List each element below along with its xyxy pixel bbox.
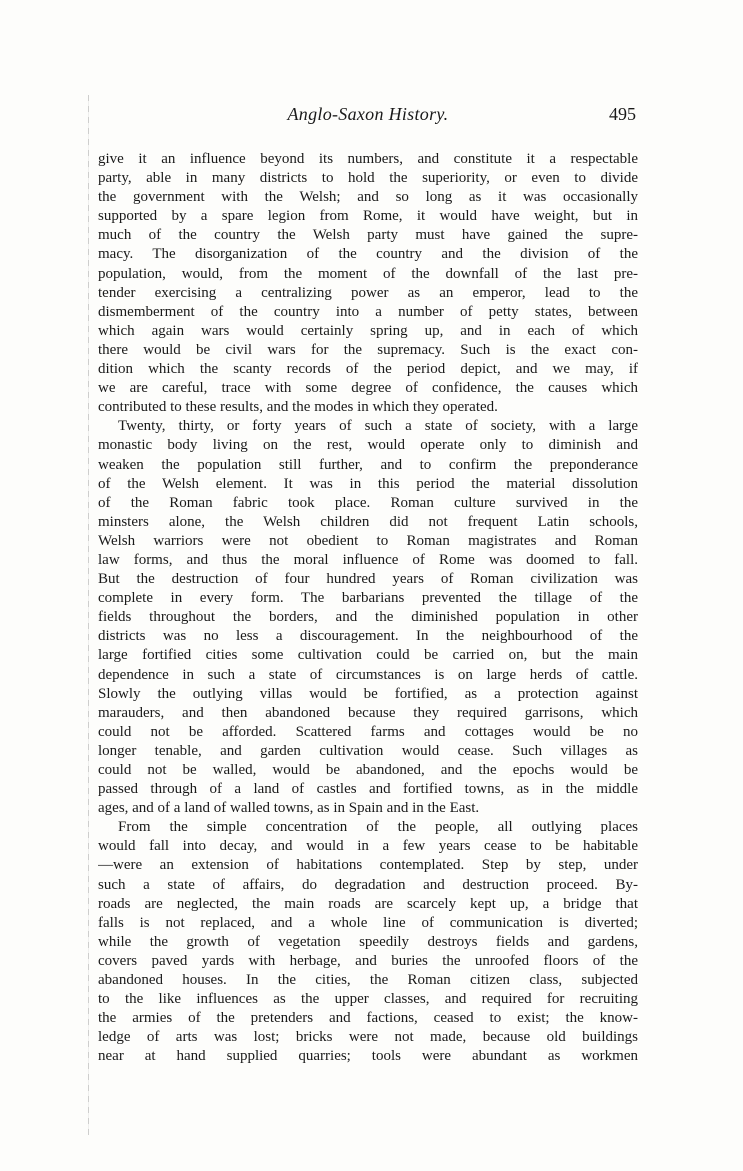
text-line: fields throughout the borders, and the diminished population in other: [98, 609, 638, 626]
text-line: could not be afforded. Scattered farms and cottages would be no: [98, 723, 638, 740]
text-line: of the Welsh element. It was in this period the material dissolution: [98, 475, 638, 492]
text-line: there would be civil wars for the supremacy. Such is the exact con-: [98, 341, 638, 358]
text-line: Slowly the outlying villas would be fortified, as a protection against: [98, 685, 638, 702]
page-number: 495: [609, 104, 636, 124]
text-line: law forms, and thus the moral influence of Rome was doomed to fall.: [98, 551, 638, 568]
text-line: of the Roman fabric took place. Roman culture survived in the: [98, 494, 638, 511]
page-gutter-shadow: [88, 95, 89, 1135]
text-line: complete in every form. The barbarians prevented the tillage of the: [98, 590, 638, 607]
text-line: dependence in such a state of circumstances is on large herds of cattle.: [98, 666, 638, 683]
text-line: the government with the Welsh; and so long as it was occasionally: [98, 189, 638, 206]
text-line: party, able in many districts to hold the superiority, or even to divide: [98, 170, 638, 187]
text-line: contributed to these results, and the modes in which they operated.: [98, 399, 498, 416]
text-line: ledge of arts was lost; bricks were not made, because old buildings: [98, 1029, 638, 1046]
text-line: falls is not replaced, and a whole line of communication is diverted;: [98, 914, 638, 931]
text-line: ages, and of a land of walled towns, as in Spain and in the East.: [98, 800, 480, 817]
text-line: macy. The disorganization of the country and the division of the: [98, 246, 638, 263]
text-line: districts was no less a discouragement. In the neighbourhood of the: [98, 628, 638, 645]
running-title: Anglo-Saxon History.: [287, 104, 449, 124]
text-line: roads are neglected, the main roads are scarcely kept up, a bridge that: [98, 895, 638, 912]
text-line: Twenty, thirty, or forty years of such a state of society, with a large: [118, 418, 638, 435]
text-line: minsters alone, the Welsh children did not frequent Latin schools,: [98, 513, 638, 530]
text-line: covers paved yards with herbage, and buries the unroofed floors of the: [98, 952, 638, 969]
text-line: monastic body living on the rest, would operate only to diminish and: [98, 437, 638, 454]
text-line: population, would, from the moment of the downfall of the last pre-: [98, 265, 638, 282]
text-line: abandoned houses. In the cities, the Roman citizen class, subjected: [98, 972, 638, 989]
text-line: much of the country the Welsh party must have gained the supre-: [98, 227, 638, 244]
text-line: the armies of the pretenders and factions, ceased to exist; the know-: [98, 1010, 638, 1027]
text-line: Welsh warriors were not obedient to Roman magistrates and Roman: [98, 532, 638, 549]
text-line: supported by a spare legion from Rome, it would have weight, but in: [98, 208, 638, 225]
text-line: dismemberment of the country into a number of petty states, between: [98, 303, 638, 320]
text-line: we are careful, trace with some degree of confidence, the causes which: [98, 380, 638, 397]
running-head: [100, 104, 636, 132]
text-line: to the like influences as the upper classes, and required for recruiting: [98, 991, 638, 1008]
text-line: dition which the scanty records of the period depict, and we may, if: [98, 361, 638, 378]
text-line: passed through of a land of castles and fortified towns, as in the middle: [98, 781, 638, 798]
text-line: would fall into decay, and would in a few years cease to be habitable: [98, 838, 638, 855]
text-line: tender exercising a centralizing power as an emperor, lead to the: [98, 284, 638, 301]
text-line: longer tenable, and garden cultivation would cease. Such villages as: [98, 742, 638, 759]
text-line: which again wars would certainly spring up, and in each of which: [98, 322, 638, 339]
text-line: near at hand supplied quarries; tools were abundant as workmen: [98, 1048, 638, 1065]
text-line: while the growth of vegetation speedily destroys fields and gardens,: [98, 933, 638, 950]
text-line: give it an influence beyond its numbers, and constitute it a respectable: [98, 151, 638, 167]
text-line: But the destruction of four hundred years of Roman civilization was: [98, 571, 638, 588]
text-line: such a state of affairs, do degradation and destruction proceed. By-: [98, 876, 638, 893]
text-line: From the simple concentration of the people, all outlying places: [118, 819, 638, 836]
text-line: large fortified cities some cultivation could be carried on, but the main: [98, 647, 638, 664]
body-text: [98, 150, 638, 1067]
text-line: —were an extension of habitations contemplated. Step by step, under: [98, 857, 638, 874]
text-line: marauders, and then abandoned because they required garrisons, which: [98, 704, 638, 721]
text-line: could not be walled, would be abandoned, and the epochs would be: [98, 762, 638, 778]
text-line: weaken the population still further, and to confirm the preponderance: [98, 456, 638, 473]
